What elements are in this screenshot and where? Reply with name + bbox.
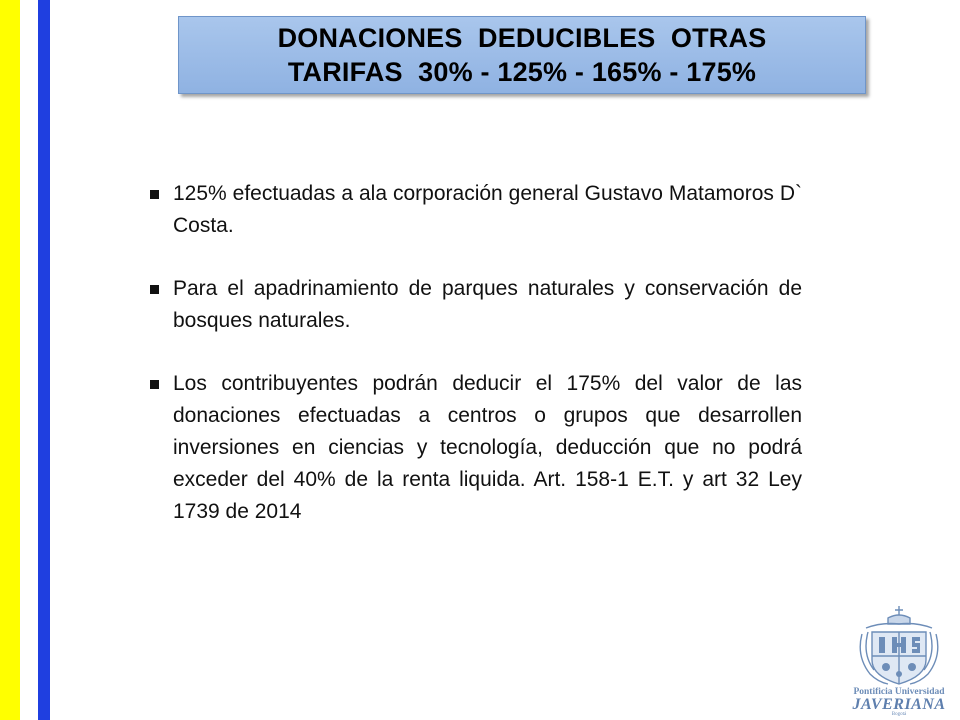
slide-title-line-2: TARIFAS 30% - 125% - 165% - 175%: [287, 57, 757, 87]
bullet-text: Para el apadrinamiento de parques naturales y conservación de bosques naturales.: [173, 277, 802, 332]
square-bullet-icon: [150, 190, 159, 199]
bullet-item: [148, 368, 802, 528]
logo-text-city: Bogotá: [891, 712, 907, 717]
square-bullet-icon: [150, 285, 159, 294]
slide-title-box: [178, 16, 866, 94]
bullet-item: [148, 178, 802, 242]
square-bullet-icon: [150, 380, 159, 389]
bullet-item: [148, 273, 802, 337]
logo-text-javeriana: JAVERIANA: [852, 696, 946, 713]
blue-side-stripe: [38, 0, 50, 720]
bullet-text: 125% efectuadas a ala corporación general Gustavo Matamoros D` Costa.: [173, 182, 802, 237]
logo-text-pontificia: Pontificia Universidad: [853, 687, 945, 697]
bullet-list: [148, 178, 802, 559]
yellow-side-stripe: [0, 0, 20, 720]
slide-title-line-1: DONACIONES DEDUCIBLES OTRAS: [277, 23, 767, 53]
white-side-stripe: [20, 0, 38, 720]
bullet-text: Los contribuyentes podrán deducir el 175% del valor de las donaciones efectuadas a centros o grupos que desarrollen inversiones en ciencias y tecnología, deducción que no podrá exceder del 40% de la renta liquida. Art. 158-1 E.T. y art 32 Ley 1739 de 2014: [173, 372, 802, 523]
university-logo: [848, 604, 950, 716]
university-crest-icon: [848, 604, 950, 688]
